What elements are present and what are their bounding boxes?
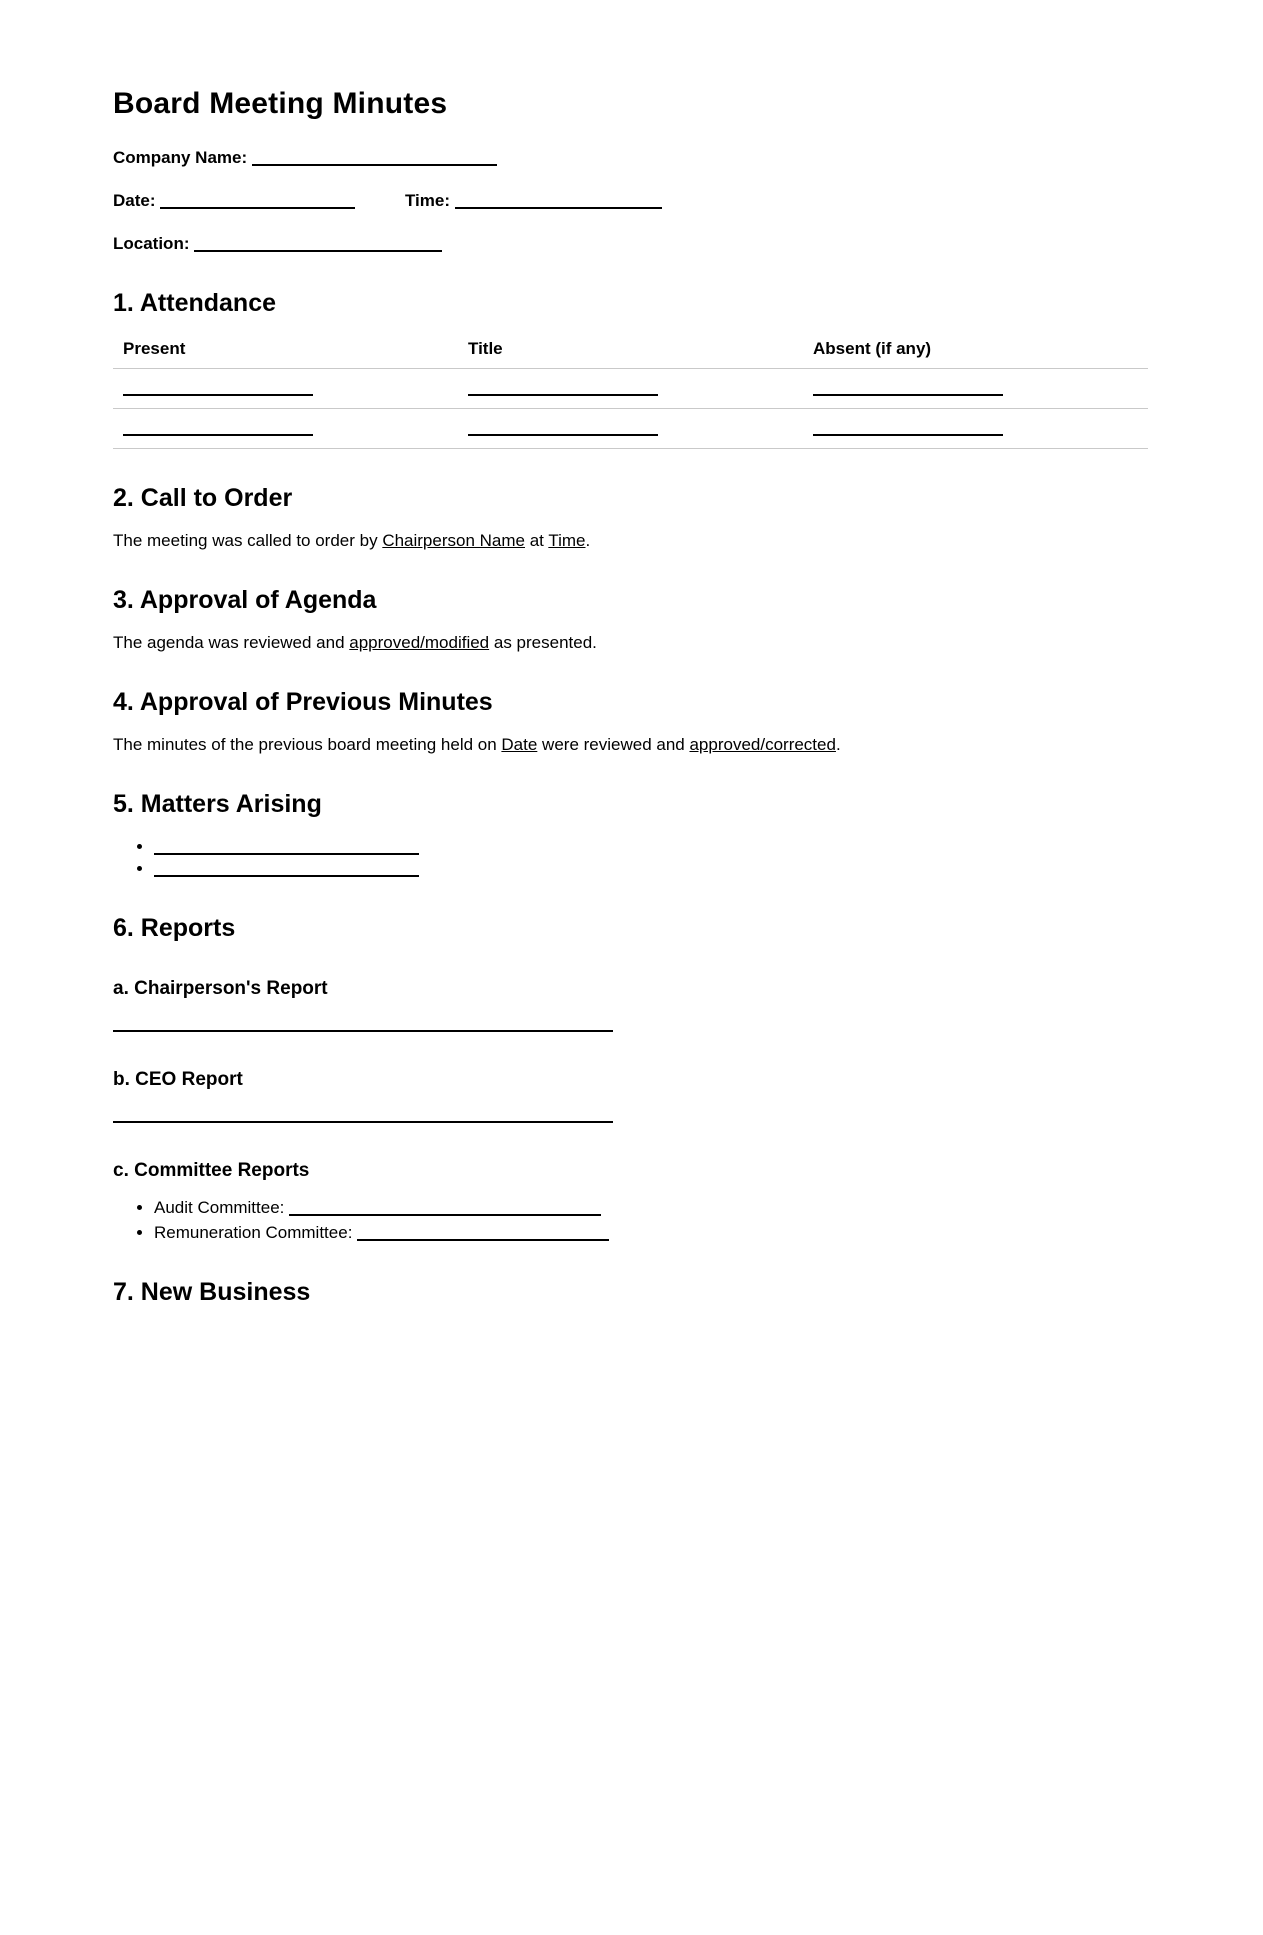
column-header-title: Title [458, 336, 803, 369]
chairperson-name-underlined: Chairperson Name [382, 531, 525, 550]
location-field [113, 234, 1148, 254]
present-blank [123, 422, 313, 436]
attendance-table [113, 336, 1148, 449]
date-label: Date: [113, 191, 156, 210]
sentence-text: The minutes of the previous board meeting held on [113, 735, 502, 754]
call-to-order-text [113, 531, 1148, 551]
title-blank [468, 382, 658, 396]
audit-committee-label: Audit Committee: [154, 1198, 285, 1217]
section-heading-matters-arising: 5. Matters Arising [113, 790, 322, 818]
list-item [154, 1198, 1148, 1218]
title-blank [468, 422, 658, 436]
sentence-text: The agenda was reviewed and [113, 633, 350, 652]
approved-corrected-underlined: approved/corrected [689, 735, 836, 754]
present-blank [123, 382, 313, 396]
ceo-report-line [113, 1105, 1148, 1125]
time-label: Time: [404, 191, 451, 210]
date-underlined: Date [501, 735, 538, 754]
subsection-heading-chairperson-report: a. Chairperson's Report [113, 978, 328, 999]
sentence-text: at [525, 531, 549, 550]
column-header-present: Present [113, 336, 458, 369]
matters-blank [154, 863, 419, 877]
table-row [113, 369, 1148, 409]
list-item [154, 837, 1148, 857]
section-heading-approval-previous-minutes: 4. Approval of Previous Minutes [113, 688, 493, 716]
committee-reports-list [113, 1198, 1148, 1243]
subsection-heading-committee-reports: c. Committee Reports [113, 1160, 310, 1181]
section-heading-approval-agenda: 3. Approval of Agenda [113, 586, 377, 614]
absent-blank [813, 422, 1003, 436]
section-heading-reports: 6. Reports [113, 914, 236, 942]
remuneration-committee-label: Remuneration Committee: [154, 1223, 353, 1242]
ceo-report-blank [113, 1109, 613, 1123]
sentence-text: The meeting was called to order by [113, 531, 383, 550]
subsection-heading-ceo-report: b. CEO Report [113, 1069, 243, 1090]
table-row [113, 409, 1148, 449]
attendance-header-row [113, 336, 1148, 369]
time-underlined: Time [548, 531, 586, 550]
matters-arising-list [113, 837, 1148, 879]
company-name-blank [252, 152, 497, 166]
section-heading-call-to-order: 2. Call to Order [113, 484, 293, 512]
column-header-absent: Absent (if any) [803, 336, 1148, 369]
page-title: Board Meeting Minutes [113, 87, 448, 120]
approved-modified-underlined: approved/modified [349, 633, 490, 652]
company-name-field [113, 148, 1148, 168]
sentence-text: . [585, 531, 591, 550]
list-item [154, 859, 1148, 879]
audit-committee-blank [289, 1202, 601, 1216]
location-label: Location: [113, 234, 190, 253]
company-name-label: Company Name: [113, 148, 248, 167]
chairperson-report-blank [113, 1018, 613, 1032]
sentence-text: as presented. [489, 633, 597, 652]
chairperson-report-line [113, 1014, 1148, 1034]
sentence-text: . [835, 735, 841, 754]
remuneration-committee-blank [357, 1227, 609, 1241]
section-heading-new-business: 7. New Business [113, 1278, 311, 1302]
date-blank [160, 195, 355, 209]
sentence-text: were reviewed and [537, 735, 690, 754]
date-time-field [113, 191, 1148, 211]
section-heading-attendance: 1. Attendance [113, 289, 277, 317]
list-item [154, 1223, 1148, 1243]
location-blank [194, 238, 442, 252]
absent-blank [813, 382, 1003, 396]
approval-agenda-text [113, 633, 1148, 653]
matters-blank [154, 841, 419, 855]
time-blank [455, 195, 662, 209]
approval-previous-text [113, 735, 1148, 755]
